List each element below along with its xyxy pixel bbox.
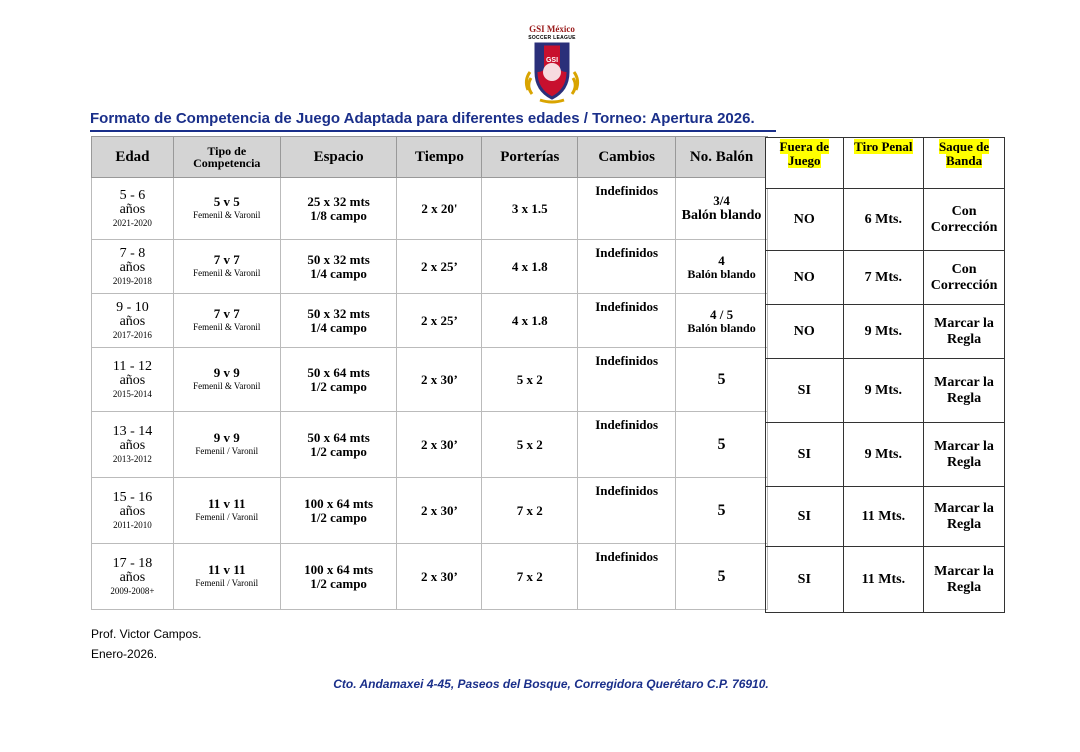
cell-porterias: 5 x 2 (482, 412, 578, 478)
header-fuera-de-juego: Fuera de Juego (766, 138, 844, 189)
edad-range: 13 - 14 (112, 423, 153, 439)
rules-row (766, 547, 1005, 613)
table-header-row (92, 137, 768, 178)
cell-cambios: Indefinidos (578, 348, 676, 412)
tipo-gender: Femenil & Varonil (193, 210, 261, 220)
cell-tiempo: 2 x 30’ (397, 412, 482, 478)
cell-edad (92, 412, 174, 478)
balon-number: 5 (717, 370, 726, 388)
espacio-field: 1/2 campo (310, 509, 367, 525)
header-tiempo: Tiempo (397, 137, 482, 178)
cell-fuera-de-juego: NO (766, 251, 844, 305)
cell-tiempo: 2 x 20' (397, 178, 482, 240)
cell-balon (676, 240, 768, 294)
table-row (92, 478, 768, 544)
tipo-format: 11 v 11 (207, 496, 246, 511)
cell-edad (92, 348, 174, 412)
cell-balon (676, 178, 768, 240)
tipo-gender: Femenil / Varonil (195, 512, 259, 522)
rules-table (765, 137, 1005, 613)
rules-row (766, 487, 1005, 547)
cell-tipo (173, 240, 280, 294)
title-underline (90, 130, 776, 132)
balon-type: Balón blando (687, 320, 756, 335)
logo-badge-text: GSI (545, 57, 559, 64)
author-name: Prof. Victor Campos. (91, 627, 202, 641)
espacio-field: 1/2 campo (310, 443, 367, 459)
cell-balon (676, 544, 768, 610)
cell-saque-de-banda: Marcar la Regla (924, 359, 1005, 423)
birth-years: 2019-2018 (112, 275, 152, 286)
espacio-field: 1/8 campo (310, 207, 367, 223)
cell-fuera-de-juego: SI (766, 359, 844, 423)
tipo-format: 9 v 9 (213, 430, 240, 445)
tipo-gender: Femenil / Varonil (195, 578, 259, 588)
espacio-size: 25 x 32 mts (307, 193, 370, 209)
shield-crest-icon (522, 42, 582, 104)
cell-balon (676, 478, 768, 544)
cell-tipo (173, 544, 280, 610)
cell-saque-de-banda: Marcar la Regla (924, 487, 1005, 547)
cell-tiro-penal: 11 Mts. (843, 547, 924, 613)
cell-porterias: 5 x 2 (482, 348, 578, 412)
edad-unit: años (119, 569, 146, 585)
header-espacio: Espacio (280, 137, 397, 178)
balon-number: 5 (717, 435, 726, 453)
cell-fuera-de-juego: SI (766, 487, 844, 547)
cell-porterias: 7 x 2 (482, 478, 578, 544)
cell-porterias: 4 x 1.8 (482, 294, 578, 348)
tipo-gender: Femenil & Varonil (193, 381, 261, 391)
cell-porterias: 4 x 1.8 (482, 240, 578, 294)
rules-row (766, 189, 1005, 251)
birth-years: 2021-2020 (112, 217, 152, 228)
espacio-field: 1/2 campo (310, 575, 367, 591)
cell-fuera-de-juego: SI (766, 423, 844, 487)
birth-years: 2013-2012 (112, 453, 152, 464)
cell-edad (92, 544, 174, 610)
cell-espacio (280, 294, 397, 348)
header-balon: No. Balón (676, 137, 768, 178)
cell-espacio (280, 412, 397, 478)
cell-tiro-penal: 6 Mts. (843, 189, 924, 251)
espacio-field: 1/4 campo (310, 265, 367, 281)
edad-range: 7 - 8 (119, 245, 146, 261)
cell-tiempo: 2 x 30’ (397, 348, 482, 412)
tipo-gender: Femenil / Varonil (195, 446, 259, 456)
cell-tiempo: 2 x 25’ (397, 294, 482, 348)
tipo-format: 7 v 7 (213, 306, 240, 321)
cell-tiempo: 2 x 25’ (397, 240, 482, 294)
gsi-logo (512, 22, 592, 106)
table-row (92, 294, 768, 348)
edad-unit: años (119, 201, 146, 217)
cell-porterias: 3 x 1.5 (482, 178, 578, 240)
cell-espacio (280, 348, 397, 412)
header-saque-de-banda: Saque de Banda (924, 138, 1005, 189)
cell-edad (92, 178, 174, 240)
cell-tiro-penal: 9 Mts. (843, 305, 924, 359)
cell-tiro-penal: 11 Mts. (843, 487, 924, 547)
espacio-size: 100 x 64 mts (304, 495, 374, 511)
cell-saque-de-banda: Marcar la Regla (924, 547, 1005, 613)
edad-unit: años (119, 437, 146, 453)
header-edad: Edad (92, 137, 174, 178)
tipo-format: 9 v 9 (213, 365, 240, 380)
edad-range: 9 - 10 (116, 299, 149, 315)
cell-espacio (280, 178, 397, 240)
cell-cambios: Indefinidos (578, 294, 676, 348)
cell-tipo (173, 478, 280, 544)
tipo-format: 7 v 7 (213, 252, 240, 267)
cell-espacio (280, 544, 397, 610)
birth-years: 2011-2010 (113, 519, 152, 530)
cell-tipo (173, 178, 280, 240)
rules-row (766, 423, 1005, 487)
cell-saque-de-banda: Con Corrección (924, 189, 1005, 251)
cell-fuera-de-juego: NO (766, 189, 844, 251)
cell-saque-de-banda: Marcar la Regla (924, 423, 1005, 487)
cell-espacio (280, 240, 397, 294)
cell-cambios: Indefinidos (578, 412, 676, 478)
cell-espacio (280, 478, 397, 544)
rules-row (766, 359, 1005, 423)
edad-unit: años (119, 259, 146, 275)
tipo-format: 5 v 5 (213, 194, 240, 209)
cell-edad (92, 294, 174, 348)
table-row (92, 348, 768, 412)
espacio-size: 50 x 64 mts (307, 429, 370, 445)
edad-range: 17 - 18 (112, 555, 153, 571)
edad-range: 11 - 12 (112, 358, 152, 374)
cell-cambios: Indefinidos (578, 178, 676, 240)
birth-years: 2017-2016 (112, 329, 152, 340)
table-row (92, 178, 768, 240)
espacio-size: 50 x 32 mts (307, 251, 370, 267)
cell-tipo (173, 294, 280, 348)
document-title: Formato de Competencia de Juego Adaptada para diferentes edades / Torneo: Apertura 2026. (90, 110, 755, 127)
cell-tipo (173, 412, 280, 478)
birth-years: 2015-2014 (112, 388, 152, 399)
balon-number: 3/4 (713, 192, 730, 208)
logo-subtitle: SOCCER LEAGUE (528, 35, 576, 41)
header-porterias: Porterías (482, 137, 578, 178)
rules-header-row (766, 138, 1005, 189)
edad-unit: años (119, 313, 146, 329)
cell-porterias: 7 x 2 (482, 544, 578, 610)
competition-format-table (91, 136, 768, 610)
cell-fuera-de-juego: NO (766, 305, 844, 359)
cell-balon (676, 294, 768, 348)
edad-unit: años (119, 372, 146, 388)
espacio-size: 50 x 32 mts (307, 305, 370, 321)
cell-fuera-de-juego: SI (766, 547, 844, 613)
edad-unit: años (119, 503, 146, 519)
cell-saque-de-banda: Con Corrección (924, 251, 1005, 305)
edad-range: 5 - 6 (119, 187, 146, 203)
cell-tiro-penal: 9 Mts. (843, 359, 924, 423)
table-row (92, 544, 768, 610)
document-date: Enero-2026. (91, 647, 158, 661)
cell-cambios: Indefinidos (578, 478, 676, 544)
balon-number: 4 / 5 (709, 306, 734, 322)
cell-saque-de-banda: Marcar la Regla (924, 305, 1005, 359)
cell-tipo (173, 348, 280, 412)
tipo-format: 11 v 11 (207, 562, 246, 577)
cell-tiro-penal: 9 Mts. (843, 423, 924, 487)
cell-tiempo: 2 x 30’ (397, 478, 482, 544)
balon-number: 5 (717, 501, 726, 519)
footer-address: Cto. Andamaxei 4-45, Paseos del Bosque, Corregidora Querétaro C.P. 76910. (333, 677, 769, 691)
cell-tiempo: 2 x 30’ (397, 544, 482, 610)
table-row (92, 240, 768, 294)
cell-edad (92, 478, 174, 544)
cell-edad (92, 240, 174, 294)
cell-cambios: Indefinidos (578, 240, 676, 294)
rules-row (766, 251, 1005, 305)
header-tiro-penal: Tiro Penal (843, 138, 924, 189)
birth-years: 2009-2008+ (110, 585, 155, 596)
cell-balon (676, 412, 768, 478)
edad-range: 15 - 16 (112, 489, 153, 505)
table-row (92, 412, 768, 478)
tipo-gender: Femenil & Varonil (193, 268, 261, 278)
espacio-size: 100 x 64 mts (304, 561, 374, 577)
header-tipo: Tipo de Competencia (173, 137, 280, 178)
logo-title: GSI México (529, 24, 575, 34)
balon-type: Balón blando (687, 266, 756, 281)
espacio-field: 1/4 campo (310, 319, 367, 335)
tipo-gender: Femenil & Varonil (193, 322, 261, 332)
espacio-size: 50 x 64 mts (307, 364, 370, 380)
espacio-field: 1/2 campo (310, 378, 367, 394)
balon-number: 5 (717, 567, 726, 585)
header-cambios: Cambios (578, 137, 676, 178)
balon-number: 4 (718, 252, 725, 268)
cell-cambios: Indefinidos (578, 544, 676, 610)
cell-balon (676, 348, 768, 412)
balon-type: Balón blando (681, 207, 762, 223)
rules-row (766, 305, 1005, 359)
cell-tiro-penal: 7 Mts. (843, 251, 924, 305)
